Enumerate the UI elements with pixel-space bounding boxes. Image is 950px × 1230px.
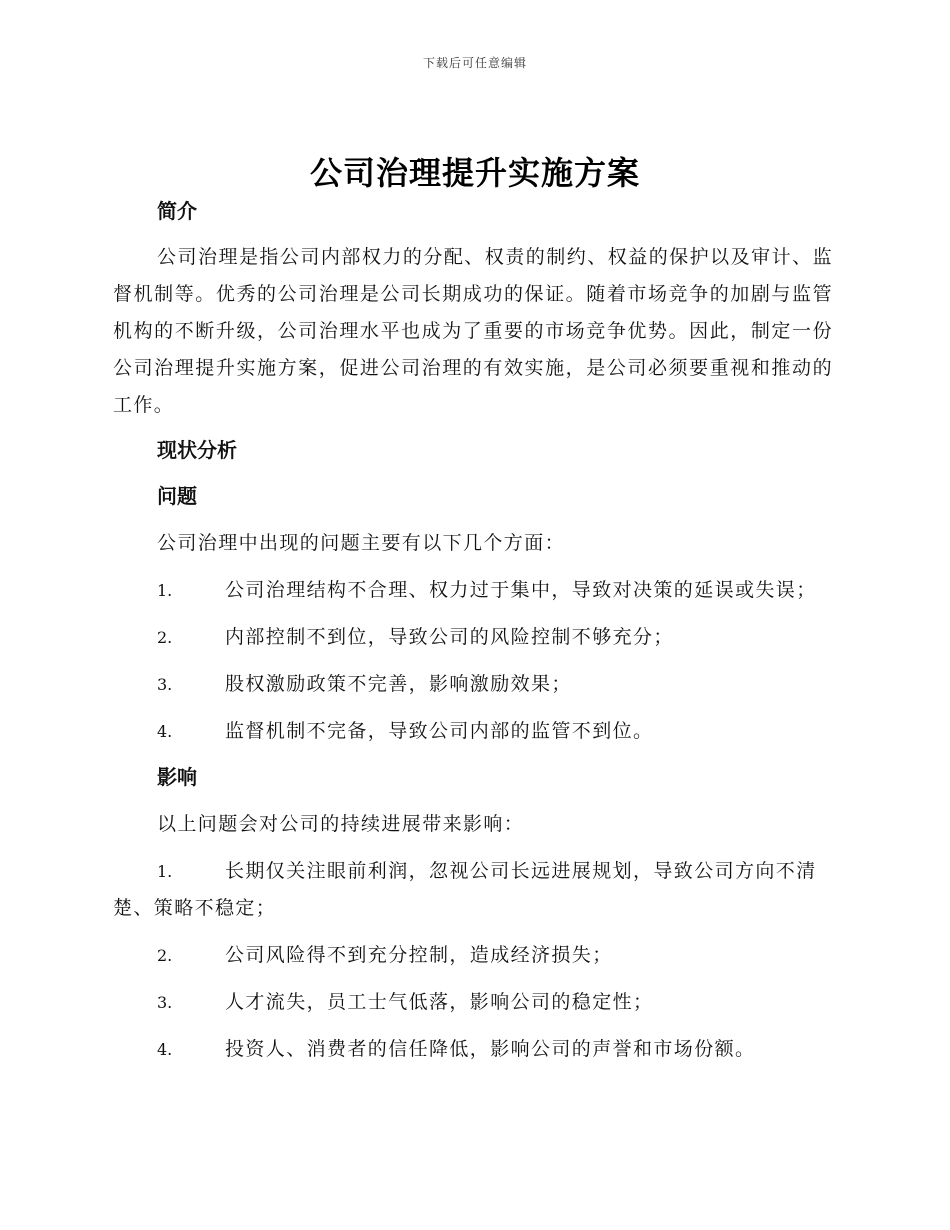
list-text: 人才流失，员工士气低落，影响公司的稳定性； — [225, 991, 654, 1013]
problem-item-4 — [113, 713, 833, 750]
impact-item-1 — [113, 853, 833, 927]
document-body — [113, 196, 833, 1068]
list-number: 3. — [157, 993, 173, 1012]
impact-lead: 以上问题会对公司的持续进展带来影响： — [157, 813, 525, 835]
heading-intro: 简介 — [157, 199, 197, 223]
list-text: 投资人、消费者的信任降低，影响公司的声誉和市场份额。 — [225, 1038, 756, 1060]
document-title: 公司治理提升实施方案 — [309, 154, 640, 192]
impact-item-2 — [113, 937, 833, 974]
list-text: 监督机制不完备，导致公司内部的监管不到位。 — [225, 720, 654, 742]
intro-paragraph: 公司治理是指公司内部权力的分配、权责的制约、权益的保护以及审计、监督机制等。优秀的公司治理是公司长期成功的保证。随着市场竞争的加剧与监管机构的不断升级，公司治理水平也成为了重要的市场竞争优势。因此，制定一份公司治理提升实施方案，促进公司治理的有效实施，是公司必须要重视和推动的工作。 — [113, 246, 833, 416]
list-number: 2. — [157, 946, 173, 965]
problem-item-2 — [113, 619, 833, 656]
list-number: 1. — [157, 862, 173, 881]
list-text: 公司风险得不到充分控制，造成经济损失； — [225, 944, 613, 966]
impact-item-4 — [113, 1031, 833, 1068]
list-text: 股权激励政策不完善，影响激励效果； — [225, 673, 572, 695]
problems-lead: 公司治理中出现的问题主要有以下几个方面： — [157, 532, 566, 554]
list-number: 1. — [157, 581, 173, 600]
problem-item-3 — [113, 666, 833, 703]
list-text: 公司治理结构不合理、权力过于集中，导致对决策的延误或失误； — [225, 579, 817, 601]
header-note: 下载后可任意编辑 — [422, 56, 527, 70]
list-number: 4. — [157, 1040, 173, 1059]
list-text: 内部控制不到位，导致公司的风险控制不够充分； — [225, 626, 674, 648]
list-number: 4. — [157, 722, 173, 741]
list-number: 3. — [157, 675, 173, 694]
list-text: 长期仅关注眼前利润，忽视公司长远进展规划，导致公司方向不清楚、策略不稳定； — [113, 860, 817, 919]
heading-impact: 影响 — [157, 765, 197, 789]
heading-analysis: 现状分析 — [157, 438, 237, 462]
impact-item-3 — [113, 984, 833, 1021]
problem-item-1 — [113, 572, 833, 609]
heading-problems: 问题 — [157, 484, 197, 508]
list-number: 2. — [157, 628, 173, 647]
